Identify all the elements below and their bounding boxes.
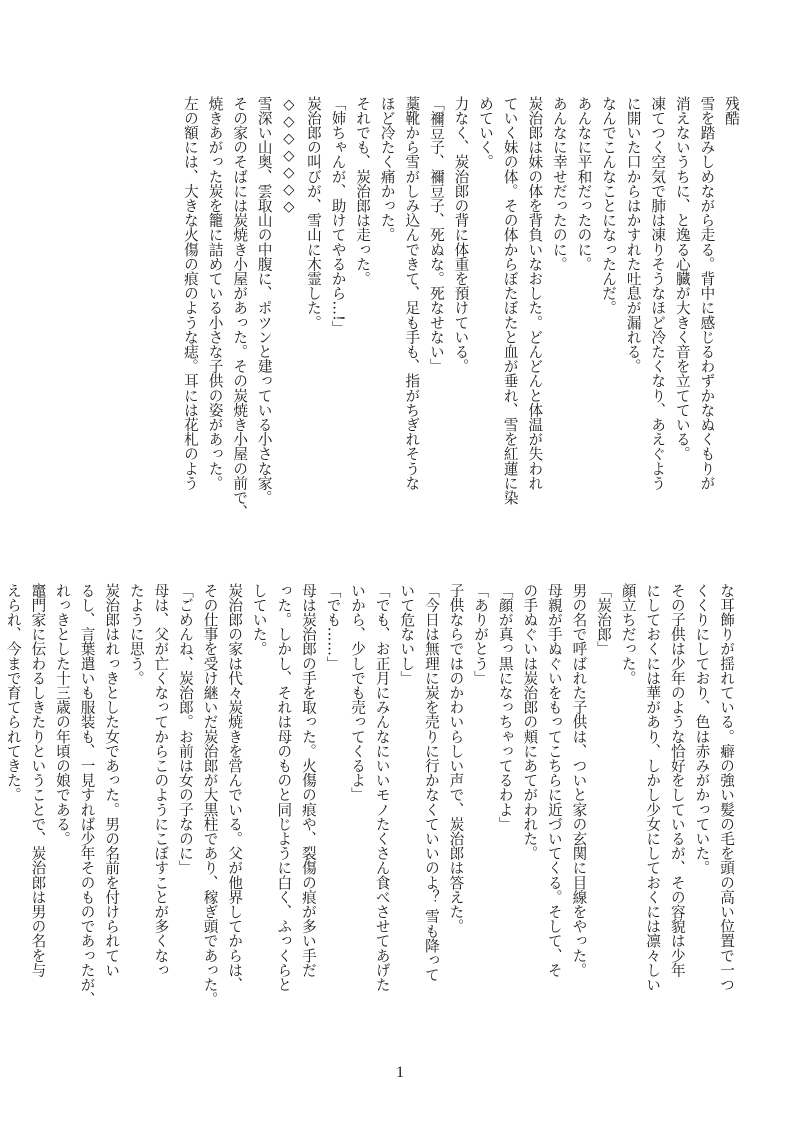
dialogue-line: 「ありがとう」: [472, 583, 490, 686]
dialogue-line: 「姉ちゃんが、助けてやるから…!」: [329, 96, 347, 336]
text-line: その子供は少年のような恰好をしているが、その容貌は少年: [668, 583, 686, 978]
text-line: 雪を踏みしめながら走る。背中に感じるわずかなぬくもりが: [698, 96, 716, 491]
text-line: たように思う。: [127, 583, 145, 686]
text-line: 男の名で呼ばれた子供は、ついと家の玄関に目線をやった。: [570, 583, 588, 978]
text-line: に開いた口からはかすれた吐息が漏れる。: [624, 96, 642, 374]
text-line: その仕事を受け継いだ炭治郎が大黒柱であり、稼ぎ頭であった。: [201, 583, 219, 1007]
text-line: あんなに平和だったのに。: [575, 96, 593, 272]
section-divider: ◇◇◇◇◇◇◇: [280, 96, 298, 215]
dialogue-line: 「炭治郎」: [595, 583, 613, 656]
text-line: 藁靴から雪がしみ込んできて、足も手も、指がちぎれそうな: [403, 96, 421, 491]
text-line: めていく。: [477, 96, 495, 169]
text-line: の手ぬぐいは炭治郎の頬にあてがわれた。: [521, 583, 539, 861]
text-line: 焼きあがった炭を籠に詰めている小さな子供の姿があった。: [206, 96, 224, 491]
text-line: 子供ならではのかわいらしい声で、炭治郎は答えた。: [447, 583, 465, 934]
text-line: くくりにしており、色は赤みがかっていた。: [693, 583, 711, 875]
text-block-top: [177, 96, 743, 558]
text-line: 消えないうちに、と逸る心臓が大きく音を立てている。: [673, 96, 691, 461]
chapter-title: 残酷: [723, 96, 740, 126]
text-line: れっきとした十三歳の年頃の娘である。: [53, 583, 71, 846]
text-line: 凍てつく空気で肺は凍りそうなほど冷たくなり、あえぐよう: [649, 96, 667, 491]
text-line: 左の額には、大きな火傷の痕のような痣。耳には花札のよう: [181, 96, 199, 491]
dialogue-line: いて危ないし」: [398, 583, 416, 686]
text-line: それでも、炭治郎は走った。: [354, 96, 372, 286]
text-line: にしておくには華があり、しかし少女にしておくには凛々しい: [644, 583, 662, 992]
text-line: 母親が手ぬぐいをもってこちらに近づいてくる。そして、そ: [545, 583, 563, 978]
text-line: えられ、今まで育てられてきた。: [4, 583, 22, 802]
dialogue-line: 「禰豆子、禰豆子、死ぬな。死なせない」: [427, 96, 445, 374]
text-line: 炭治郎は妹の体を背負いなおした。どんどんと体温が失われ: [526, 96, 544, 491]
text-line: 雪深い山奥、雲取山の中腹に、ポツンと建っている小さな家。: [255, 96, 273, 505]
text-line: 炭治郎の家は代々炭焼きを営んでいる。父が他界してからは、: [226, 583, 244, 992]
text-line: るし、言葉遣いも服装も、一見すれば少年そのものであったが、: [78, 583, 96, 1007]
text-line: 竈門家に伝わるしきたりということで、炭治郎は男の名を与: [29, 583, 47, 978]
text-line: ていく妹の体。その体からぼたぼたと血が垂れ、雪を紅蓮に染: [501, 96, 519, 505]
dialogue-line: 「ごめんね、炭治郎。お前は女の子なのに」: [176, 583, 194, 875]
text-line: 炭治郎はれっきとした女であった。男の名前を付けられてい: [103, 583, 121, 978]
text-line: あんなに幸せだったのに。: [550, 96, 568, 272]
dialogue-line: 「でも……」: [324, 583, 342, 671]
text-line: なんでこんなことになったんだ。: [600, 96, 618, 315]
text-line: 力なく、炭治郎の背に体重を預けている。: [452, 96, 470, 374]
text-line: った。しかし、それは母のものと同じように白く、ふっくらと: [275, 583, 293, 992]
text-line: その家のそばには炭焼き小屋があった。その炭焼き小屋の前で、: [231, 96, 249, 520]
text-line: 母は、父が亡くなってからこのようにこぼすことが多くなっ: [152, 583, 170, 978]
text-line: 顔立ちだった。: [619, 583, 637, 686]
dialogue-line: 「今日は無理に炭を売りに行かなくていいのよ？ 雪も降って: [422, 583, 440, 982]
text-line: ほど冷たく痛かった。: [378, 96, 396, 242]
dialogue-line: 「顔が真っ黒になっちゃってるわよ」: [496, 583, 514, 832]
dialogue-line: いから、少しでも売ってくるよ」: [349, 583, 367, 802]
text-line: 母は炭治郎の手を取った。火傷の痕や、裂傷の痕が多い手だ: [299, 583, 317, 978]
text-line: 炭治郎の叫びが、雪山に木霊した。: [304, 96, 322, 330]
text-line: していた。: [250, 583, 268, 656]
page-number: 1: [396, 1064, 404, 1081]
text-line: な耳飾りが揺れている。癖の強い髪の毛を頭の高い位置で一つ: [718, 583, 735, 992]
dialogue-line: 「でも、お正月にみんなにいいモノたくさん食べさせてあげた: [373, 583, 391, 992]
text-block-bottom: [0, 583, 738, 1028]
